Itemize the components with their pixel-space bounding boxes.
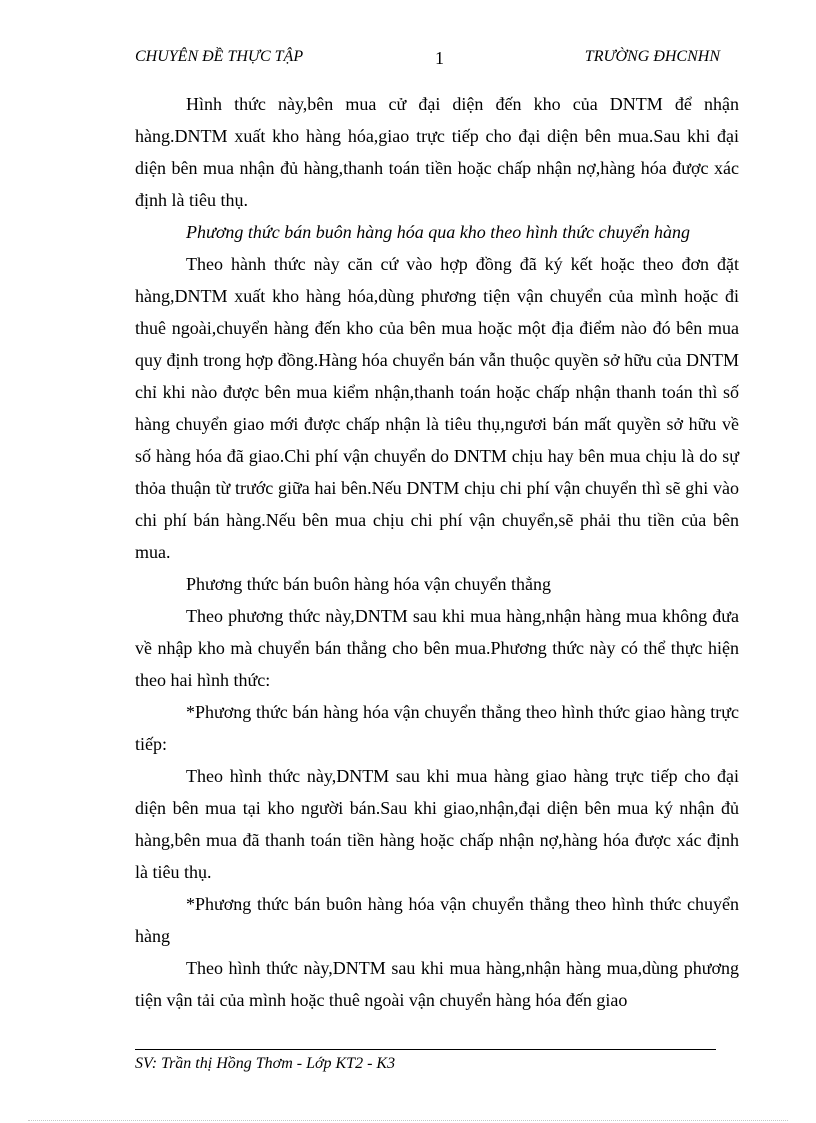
header-school: TRƯỜNG ĐHCNHN — [584, 48, 720, 65]
page-number: 1 — [435, 48, 444, 68]
paragraph-direct-pickup: Hình thức này,bên mua cử đại diện đến kho của DNTM để nhận hàng.DNTM xuất kho hàng hóa,giao trực tiếp cho đại diện bên mua.Sau khi đại diện bên mua nhận đủ hàng,thanh toán tiền hoặc chấp nhận nợ,hàng hóa được xác định là tiêu thụ. — [135, 94, 739, 210]
header-topic: CHUYÊN ĐỀ THỰC TẬP — [135, 48, 304, 65]
subheading-shipment-transfer: *Phương thức bán buôn hàng hóa vận chuyển thẳng theo hình thức chuyển hàng — [135, 894, 739, 946]
paragraph-direct-handover: Theo hình thức này,DNTM sau khi mua hàng giao hàng trực tiếp cho đại diện bên mua tại kho người bán.Sau khi giao,nhận,đại diện bên mua ký nhận đủ hàng,bên mua đã thanh toán tiền hàng hoặc chấp nhận nợ,hàng hóa được xác định là tiêu thụ. — [135, 766, 739, 882]
subheading-direct-handover: *Phương thức bán hàng hóa vận chuyển thẳng theo hình thức giao hàng trực tiếp: — [135, 702, 739, 754]
page-boundary — [28, 1120, 788, 1121]
subheading-direct-shipment: Phương thức bán buôn hàng hóa vận chuyển thẳng — [186, 574, 551, 594]
subheading-warehouse-delivery: Phương thức bán buôn hàng hóa qua kho theo hình thức chuyển hàng — [186, 222, 690, 242]
paragraph-warehouse-delivery: Theo hành thức này căn cứ vào hợp đồng đã ký kết hoặc theo đơn đặt hàng,DNTM xuất kho hàng hóa,dùng phương tiện vận chuyển của mình hoặc đi thuê ngoài,chuyển hàng đến kho của bên mua hoặc một địa điểm nào đó bên mua quy định trong hợp đồng.Hàng hóa chuyển bán vẫn thuộc quyền sở hữu của DNTM chỉ khi nào được bên mua kiểm nhận,thanh toán hoặc chấp nhận thanh toán thì số hàng chuyển giao mới được chấp nhận là tiêu thụ,ngươi bán mất quyền sở hữu về số hàng hóa đã giao.Chi phí vận chuyển do DNTM chịu hay bên mua chịu là do sự thỏa thuận từ trước giữa hai bên.Nếu DNTM chịu chi phí vận chuyển thì sẽ ghi vào chi phí bán hàng.Nếu bên mua chịu chi phí vận chuyển,sẽ phải thu tiền của bên mua. — [135, 254, 739, 562]
paragraph-shipment-transfer: Theo hình thức này,DNTM sau khi mua hàng,nhận hàng mua,dùng phương tiện vận tải của mình hoặc thuê ngoài vận chuyển hàng hóa đến giao — [135, 958, 739, 1010]
page-footer: SV: Trần thị Hồng Thơm - Lớp KT2 - K3 — [135, 1055, 396, 1072]
document-body — [135, 88, 739, 1016]
footer-divider — [135, 1049, 716, 1050]
page-header — [135, 48, 720, 72]
paragraph-direct-shipment: Theo phương thức này,DNTM sau khi mua hàng,nhận hàng mua không đưa về nhập kho mà chuyển bán thẳng cho bên mua.Phương thức này có thể thực hiện theo hai hình thức: — [135, 606, 739, 690]
